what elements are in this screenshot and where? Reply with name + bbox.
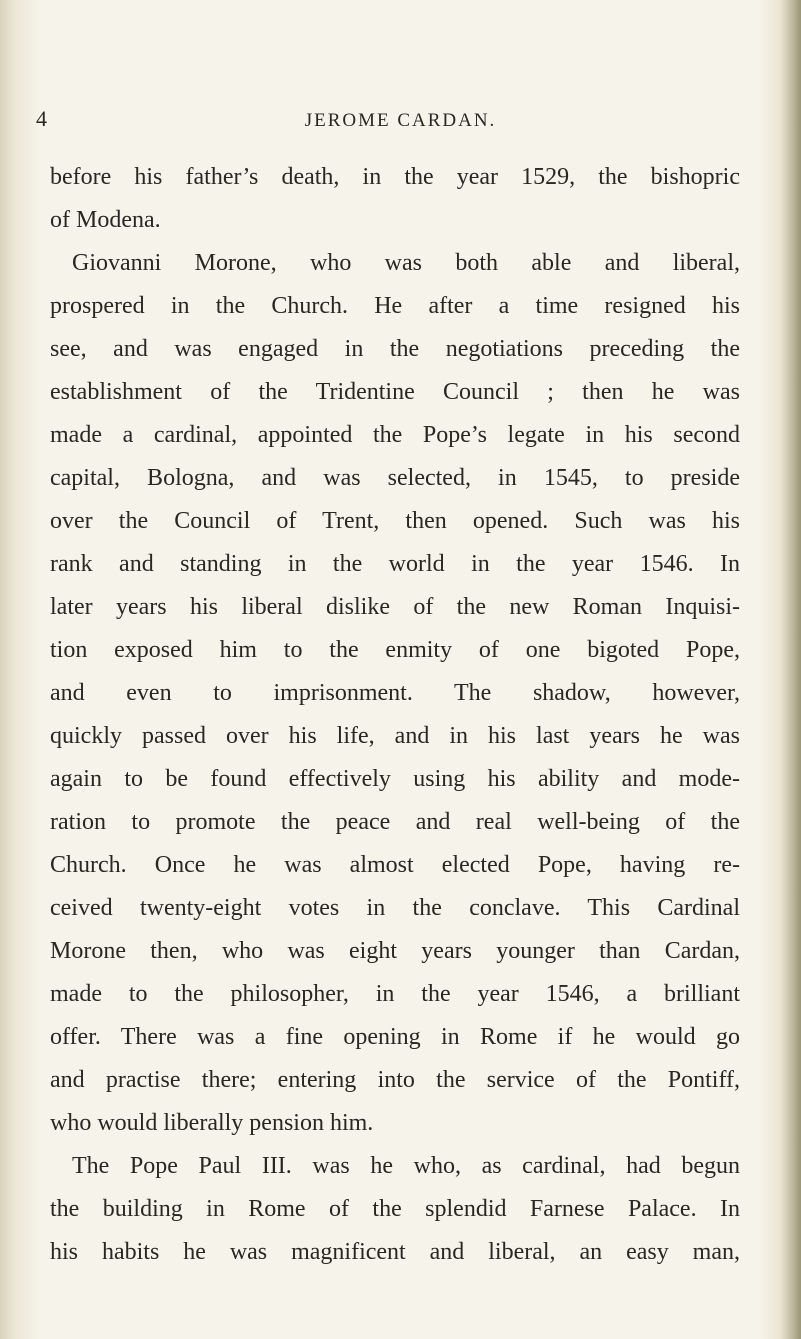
text-line: Giovanni Morone, who was both able and liberal, bbox=[72, 250, 740, 276]
text-line: Church. Once he was almost elected Pope, having re- bbox=[50, 852, 740, 878]
text-line: of Modena. bbox=[50, 207, 161, 233]
text-line: and practise there; entering into the service of the Pontiff, bbox=[50, 1067, 740, 1093]
running-head: JEROME CARDAN. bbox=[304, 110, 497, 131]
text-line: The Pope Paul III. was he who, as cardinal, had begun bbox=[72, 1153, 740, 1179]
text-line: and even to imprisonment. The shadow, however, bbox=[50, 680, 740, 706]
text-line: made a cardinal, appointed the Pope’s legate in his second bbox=[50, 422, 740, 448]
text-line: see, and was engaged in the negotiations preceding the bbox=[50, 336, 740, 362]
text-line: later years his liberal dislike of the new Roman Inquisi- bbox=[50, 594, 740, 620]
text-line: rank and standing in the world in the year 1546. In bbox=[50, 551, 740, 577]
text-line: the building in Rome of the splendid Farnese Palace. In bbox=[50, 1196, 740, 1222]
text-line: his habits he was magnificent and liberal, an easy man, bbox=[50, 1239, 740, 1265]
text-line: ceived twenty-eight votes in the conclave. This Cardinal bbox=[50, 895, 740, 921]
text-line: tion exposed him to the enmity of one bigoted Pope, bbox=[50, 637, 740, 663]
body-text bbox=[50, 156, 740, 1274]
text-line: establishment of the Tridentine Council ; then he was bbox=[50, 379, 740, 405]
text-line: who would liberally pension him. bbox=[50, 1110, 374, 1136]
text-line: over the Council of Trent, then opened. Such was his bbox=[50, 508, 740, 534]
page-number: 4 bbox=[36, 106, 47, 131]
text-line: capital, Bologna, and was selected, in 1545, to preside bbox=[50, 465, 740, 491]
text-line: prospered in the Church. He after a time resigned his bbox=[50, 293, 740, 319]
text-line: before his father’s death, in the year 1529, the bishopric bbox=[50, 164, 740, 190]
text-line: Morone then, who was eight years younger than Cardan, bbox=[50, 938, 740, 964]
text-line: quickly passed over his life, and in his last years he was bbox=[50, 723, 740, 749]
text-line: made to the philosopher, in the year 1546, a brilliant bbox=[50, 981, 740, 1007]
text-line: again to be found effectively using his ability and mode- bbox=[50, 766, 740, 792]
text-line: offer. There was a fine opening in Rome if he would go bbox=[50, 1024, 740, 1050]
text-line: ration to promote the peace and real well-being of the bbox=[50, 809, 740, 835]
